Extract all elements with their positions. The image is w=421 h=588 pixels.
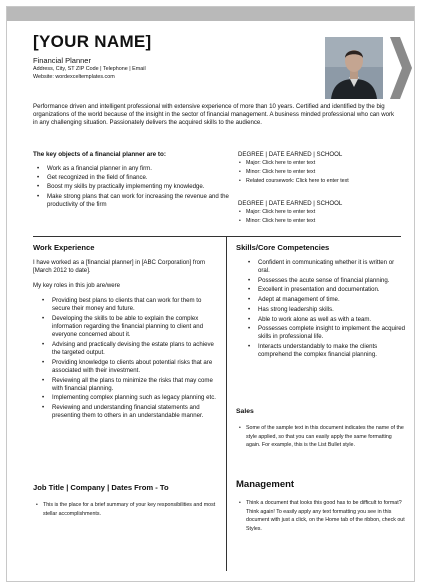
section-divider — [33, 236, 401, 237]
roles-list — [33, 297, 218, 420]
website-line: Website: wordexceltemplates.com — [33, 74, 115, 80]
objectives-section — [33, 151, 233, 210]
roles-label: My key roles in this job are/were — [33, 282, 121, 290]
chevron-decoration — [390, 37, 412, 99]
list-item: • Developing the skills to be able to explain the complex information regarding the financial planning to client and everyone concerned about it. — [33, 315, 218, 339]
sales-section — [236, 424, 406, 450]
list-item: • Get recognized in the field of finance. — [33, 174, 233, 182]
list-item: • Providing knowledge to clients about potential risks that are associated with their investment. — [33, 359, 218, 375]
work-experience-section — [33, 259, 218, 422]
list-item: • Major: Click here to enter text — [238, 208, 408, 217]
skills-heading: Skills/Core Competencies — [236, 243, 330, 252]
list-item: • Excellent in presentation and documentation. — [236, 286, 406, 294]
job-block-list — [33, 501, 218, 518]
management-list — [236, 499, 406, 533]
list-item: • Has strong leadership skills. — [236, 306, 406, 314]
skills-list — [236, 259, 406, 359]
list-item: • Able to work alone as well as with a team. — [236, 316, 406, 324]
list-item: • Interacts understandably to make the clients comprehend the complex financial planning. — [236, 343, 406, 359]
list-item: • Some of the sample text in this document indicates the name of the style applied, so that you can easily apply the same formatting again. For example, this is the List Bullet style. — [236, 424, 406, 450]
list-item: • Boost my skills by practically implementing my knowledge. — [33, 183, 233, 191]
sales-heading: Sales — [236, 408, 254, 415]
list-item: • Confident in communicating whether it is written or oral. — [236, 259, 406, 275]
job-block-heading: Job Title | Company | Dates From - To — [33, 483, 169, 492]
list-item: • Advising and practically devising the estate plans to achieve the targeted output. — [33, 341, 218, 357]
work-experience-heading: Work Experience — [33, 243, 95, 252]
top-strip — [7, 7, 414, 21]
list-item: • Possesses complete insight to implement the acquired skills in professional life. — [236, 325, 406, 341]
list-item: • Related coursework: Click here to enter text — [238, 177, 408, 186]
list-item: • Adept at management of time. — [236, 296, 406, 304]
list-item: • Major: Click here to enter text — [238, 159, 408, 168]
list-item: • Reviewing all the plans to minimize the risks that may come with financial planning. — [33, 377, 218, 393]
profile-photo — [325, 37, 383, 99]
skills-section — [236, 259, 406, 361]
degree-details — [238, 159, 408, 185]
column-divider — [226, 236, 227, 571]
sales-list — [236, 424, 406, 450]
management-heading: Management — [236, 479, 295, 490]
management-section — [236, 499, 406, 533]
list-item: • Make strong plans that can work for increasing the revenue and the productivity of the firm — [33, 193, 233, 209]
resume-page — [6, 6, 415, 582]
contact-line: Address, City, ST ZIP Code | Telephone | Email — [33, 66, 146, 72]
job-block-section — [33, 501, 218, 518]
list-item: • Reviewing and understanding financial statements and presenting them to others in an understandable manner. — [33, 404, 218, 420]
objectives-heading: The key objects of a financial planner are to: — [33, 151, 166, 158]
list-item: • Implementing complex planning such as legacy planning etc. — [33, 394, 218, 402]
education-entry — [238, 200, 408, 226]
education-entry — [238, 151, 408, 185]
list-item: • This is the place for a brief summary of your key responsibilities and most stellar accomplishments. — [33, 501, 218, 518]
degree-title: DEGREE | DATE EARNED | SCHOOL — [238, 151, 343, 158]
list-item: • Think a document that looks this good has to be difficult to format? Think again! To easily apply any text formatting you see in this document with just a click, on the Home tab of the ribbon, check out Styles. — [236, 499, 406, 533]
list-item: • Possesses the acute sense of financial planning. — [236, 277, 406, 285]
list-item: • Providing best plans to clients that can work for them to secure their money and future. — [33, 297, 218, 313]
list-item: • Minor: Click here to enter text — [238, 217, 408, 226]
degree-title: DEGREE | DATE EARNED | SCHOOL — [238, 200, 343, 207]
list-item: • Work as a financial planner in any firm. — [33, 165, 233, 173]
candidate-name: [YOUR NAME] — [33, 32, 152, 51]
job-title: Financial Planner — [33, 56, 91, 65]
objectives-list — [33, 165, 233, 209]
work-intro: I have worked as a [financial planner] in [ABC Corporation] from [March 2012 to date]. — [33, 259, 206, 275]
list-item: • Minor: Click here to enter text — [238, 168, 408, 177]
professional-summary: Performance driven and intelligent professional with extensive experience of more than 10 years. Certified and identified by the big organizations of the world because of the insight in the sector of financial management. A business minded professional who can work in any challenging situation. Passionately delivers the acquired skills to the audience. — [33, 103, 395, 127]
degree-details — [238, 208, 408, 226]
